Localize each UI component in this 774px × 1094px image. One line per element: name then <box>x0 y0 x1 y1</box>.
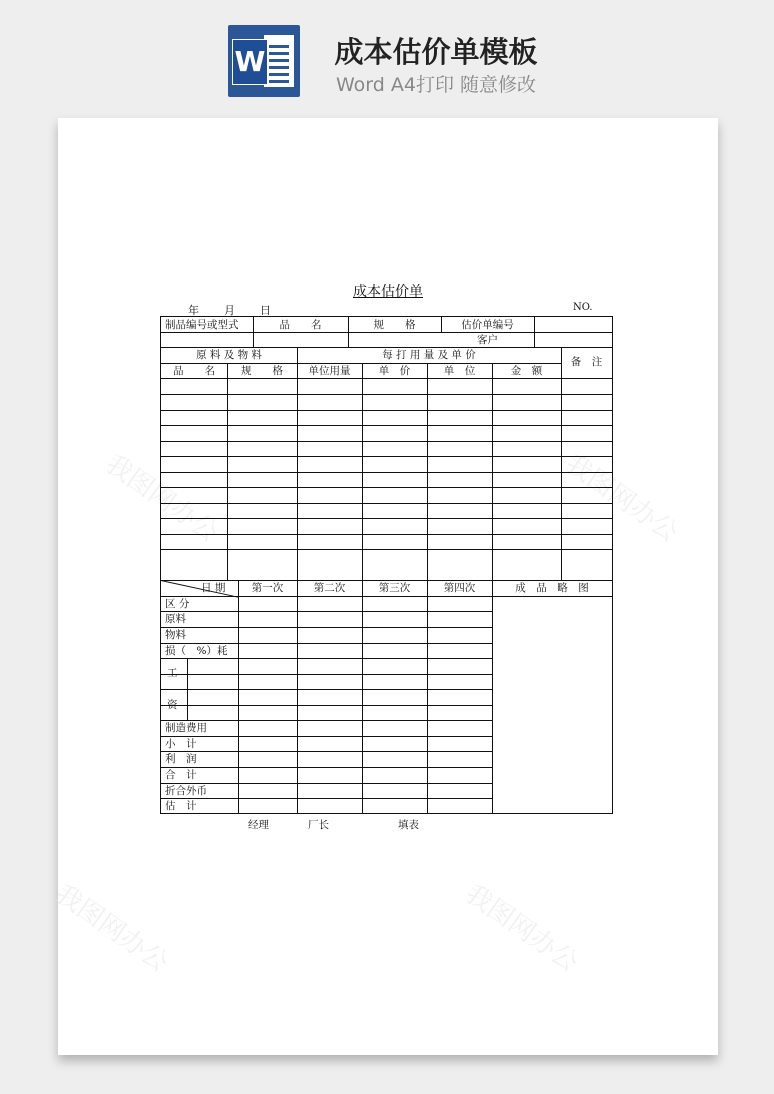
grid-line <box>161 425 612 426</box>
date-day: 日 <box>260 304 271 317</box>
label-estimate-number: 估价单编号 <box>461 319 514 331</box>
grid-line <box>362 580 363 814</box>
round-header: 第三次 <box>378 582 411 594</box>
grid-line <box>161 332 612 333</box>
grid-line <box>161 394 612 395</box>
label-date-header: 日 期 <box>201 582 226 594</box>
round-header: 第四次 <box>443 582 476 594</box>
grid-line <box>161 658 492 659</box>
grid-line <box>161 705 492 706</box>
round-header: 第一次 <box>251 582 284 594</box>
banner-subtitle: Word A4打印 随意修改 <box>335 74 536 96</box>
watermark: 我图网办公 <box>559 448 684 549</box>
grid-line <box>492 596 612 597</box>
column-header: 单位用量 <box>308 365 351 377</box>
grid-line <box>161 611 492 612</box>
label-spec: 规 格 <box>373 319 416 331</box>
grid-line <box>161 674 492 675</box>
row-supplies: 物料 <box>165 629 186 641</box>
grid-line <box>161 363 561 364</box>
label-materials: 原 料 及 物 料 <box>196 349 262 361</box>
row-estimate: 估 计 <box>165 800 197 812</box>
grid-line <box>561 347 562 580</box>
estimate-form <box>160 316 613 814</box>
grid-line <box>161 378 612 379</box>
column-header: 品 名 <box>173 365 215 377</box>
grid-line <box>161 347 612 348</box>
grid-line <box>161 736 492 737</box>
grid-line <box>161 456 612 457</box>
watermark: 我图网办公 <box>99 448 224 549</box>
row-wastage: 损（ %）耗 <box>165 645 228 657</box>
grid-line <box>161 580 612 581</box>
banner <box>0 0 774 110</box>
row-labor-bottom: 资 <box>167 699 178 711</box>
grid-line <box>161 441 612 442</box>
signature-factory-director: 厂长 <box>308 819 329 831</box>
grid-line <box>161 487 612 488</box>
row-manufacturing-cost: 制造费用 <box>165 722 207 734</box>
label-customer: 客户 <box>477 334 498 346</box>
grid-line <box>534 317 535 347</box>
document-page-icon <box>264 35 294 87</box>
label-category: 区 分 <box>165 598 190 610</box>
label-product-name: 品 名 <box>279 319 322 331</box>
signature-manager: 经理 <box>248 819 269 831</box>
signature-filled-by: 填表 <box>398 819 419 831</box>
grid-line <box>427 580 428 814</box>
column-header: 单 位 <box>443 365 476 377</box>
label-sketch: 成 品 略 图 <box>515 582 589 594</box>
date-month: 月 <box>224 304 235 317</box>
label-usage-price: 每 打 用 量 及 单 价 <box>382 349 476 361</box>
word-letter: W <box>232 39 268 85</box>
column-header: 金 额 <box>510 365 543 377</box>
label-remarks: 备 注 <box>570 356 603 368</box>
watermark: 我图网办公 <box>459 878 584 979</box>
grid-line <box>187 658 188 720</box>
grid-line <box>161 627 492 628</box>
grid-line <box>161 596 492 597</box>
column-header: 单 价 <box>378 365 411 377</box>
grid-line <box>161 503 612 504</box>
row-total: 合 计 <box>165 769 197 781</box>
document-page <box>49 118 718 1055</box>
grid-line <box>297 347 298 580</box>
grid-line <box>161 643 492 644</box>
grid-line <box>161 549 612 550</box>
grid-line <box>161 472 612 473</box>
number-label: NO. <box>573 302 593 313</box>
round-header: 第二次 <box>313 582 346 594</box>
grid-line <box>161 783 492 784</box>
column-header: 规 格 <box>241 365 283 377</box>
grid-line <box>161 767 492 768</box>
label-product-code: 制品编号或型式 <box>165 319 239 331</box>
document-title: 成本估价单 <box>353 284 423 300</box>
grid-line <box>161 720 492 721</box>
grid-line <box>161 798 492 799</box>
row-profit: 利 润 <box>165 753 197 765</box>
grid-line <box>161 518 612 519</box>
grid-line <box>297 580 298 814</box>
grid-line <box>492 580 493 814</box>
word-icon <box>228 25 300 97</box>
date-year: 年 <box>188 304 199 317</box>
row-subtotal: 小 计 <box>165 738 197 750</box>
row-labor-top: 工 <box>167 667 178 679</box>
grid-line <box>238 580 239 814</box>
grid-line <box>161 689 492 690</box>
row-raw-material: 原料 <box>165 613 186 625</box>
grid-line <box>161 751 492 752</box>
grid-line <box>161 410 612 411</box>
row-foreign-currency: 折合外币 <box>165 785 207 797</box>
watermark: 我图网办公 <box>49 878 174 979</box>
banner-title: 成本估价单模板 <box>334 35 538 69</box>
grid-line <box>161 534 612 535</box>
